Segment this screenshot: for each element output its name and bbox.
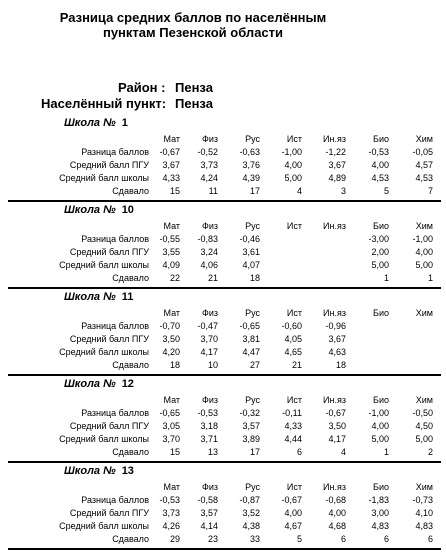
table-cell: 4,00 (328, 508, 346, 518)
row-label: Средний балл ПГУ (69, 421, 149, 431)
district-value: Пенза (175, 80, 213, 95)
table-cell: 5,00 (284, 173, 302, 183)
row-label: Сдавало (112, 534, 149, 544)
table-cell: 15 (169, 186, 180, 196)
column-header: Ист (286, 395, 302, 405)
column-header: Физ (202, 482, 218, 492)
school-number: 13 (121, 465, 134, 477)
column-header: Био (373, 308, 389, 318)
column-header: Ин.яз (323, 308, 346, 318)
school-block (0, 378, 446, 465)
school-number: 11 (121, 291, 134, 303)
table-cell: 3,24 (200, 247, 218, 257)
column-header: Хим (415, 395, 433, 405)
table-cell: 3,52 (242, 508, 260, 518)
column-header: Мат (163, 482, 180, 492)
table-cell: -0,67 (281, 495, 302, 505)
table-cell: -0,63 (239, 147, 260, 157)
column-header: Хим (415, 482, 433, 492)
table-cell: -0,67 (325, 408, 346, 418)
school-block (0, 204, 446, 291)
row-label: Сдавало (112, 186, 149, 196)
table-cell: 18 (335, 360, 346, 370)
table-cell: 4,00 (371, 421, 389, 431)
table-cell: 4,07 (242, 260, 260, 270)
table-cell: -0,65 (159, 408, 180, 418)
table-cell: 3,05 (162, 421, 180, 431)
table-cell: -0,53 (368, 147, 389, 157)
table-cell: 1 (427, 273, 433, 283)
table-cell: 4,38 (242, 521, 260, 531)
school-label: Школа № (64, 204, 116, 216)
column-header: Рус (245, 482, 260, 492)
table-cell: 29 (169, 534, 180, 544)
column-header: Физ (202, 221, 218, 231)
column-header: Ин.яз (323, 395, 346, 405)
table-cell: 4,06 (200, 260, 218, 270)
row-label: Средний балл ПГУ (69, 508, 149, 518)
school-heading (64, 117, 128, 129)
school-heading (64, 465, 134, 477)
table-cell: -0,67 (159, 147, 180, 157)
column-header: Физ (202, 395, 218, 405)
table-cell: 3,73 (200, 160, 218, 170)
row-label: Разница баллов (81, 147, 149, 157)
table-cell: -0,83 (197, 234, 218, 244)
table-cell: -0,87 (239, 495, 260, 505)
column-header: Рус (245, 221, 260, 231)
column-header: Физ (202, 134, 218, 144)
table-cell: 4,47 (242, 347, 260, 357)
table-cell: 2,00 (371, 247, 389, 257)
table-cell: 4,17 (328, 434, 346, 444)
district-label: Район : (118, 80, 166, 95)
table-cell: 3,57 (242, 421, 260, 431)
table-cell: 5,00 (371, 434, 389, 444)
table-cell: 4,10 (415, 508, 433, 518)
column-header: Хим (415, 221, 433, 231)
table-cell: 3,50 (162, 334, 180, 344)
table-cell: 4,50 (415, 421, 433, 431)
section-divider (8, 200, 441, 202)
table-cell: 5,00 (371, 260, 389, 270)
table-cell: -0,52 (197, 147, 218, 157)
row-label: Средний балл школы (59, 521, 149, 531)
column-header: Хим (415, 308, 433, 318)
table-cell: 3,73 (162, 508, 180, 518)
table-cell: 21 (291, 360, 302, 370)
table-cell: -0,53 (159, 495, 180, 505)
table-cell: 4,67 (284, 521, 302, 531)
school-heading (64, 378, 134, 390)
row-label: Средний балл ПГУ (69, 247, 149, 257)
school-label: Школа № (64, 117, 116, 129)
column-header: Ист (286, 308, 302, 318)
locality-label: Населённый пункт: (41, 96, 167, 111)
table-cell: -0,47 (197, 321, 218, 331)
table-cell: -0,70 (159, 321, 180, 331)
table-cell: 5,00 (415, 260, 433, 270)
table-cell: 4,17 (200, 347, 218, 357)
column-header: Мат (163, 221, 180, 231)
column-header: Ист (286, 482, 302, 492)
table-cell: 3,55 (162, 247, 180, 257)
table-cell: 3,71 (200, 434, 218, 444)
table-cell: 6 (296, 447, 302, 457)
column-header: Био (373, 134, 389, 144)
column-header: Ин.яз (323, 134, 346, 144)
table-cell: 3 (340, 186, 346, 196)
table-cell: 10 (207, 360, 218, 370)
row-label: Сдавало (112, 447, 149, 457)
column-header: Био (373, 482, 389, 492)
table-cell: 4,24 (200, 173, 218, 183)
row-label: Разница баллов (81, 234, 149, 244)
table-cell: 3,61 (242, 247, 260, 257)
row-label: Средний балл школы (59, 260, 149, 270)
table-cell: -0,53 (197, 408, 218, 418)
table-cell: -0,68 (325, 495, 346, 505)
locality-value: Пенза (175, 96, 213, 111)
table-cell: 3,70 (162, 434, 180, 444)
table-cell: 4,26 (162, 521, 180, 531)
table-cell: 4,44 (284, 434, 302, 444)
table-cell: 3,70 (200, 334, 218, 344)
row-label: Средний балл школы (59, 173, 149, 183)
row-label: Средний балл ПГУ (69, 334, 149, 344)
table-cell: 4,00 (284, 160, 302, 170)
table-cell: 3,67 (162, 160, 180, 170)
table-cell: 7 (427, 186, 433, 196)
table-cell: 3,18 (200, 421, 218, 431)
row-label: Разница баллов (81, 495, 149, 505)
table-cell: 4,20 (162, 347, 180, 357)
table-cell: -1,00 (368, 408, 389, 418)
table-cell: 4 (296, 186, 302, 196)
table-cell: 3,00 (371, 508, 389, 518)
row-label: Разница баллов (81, 321, 149, 331)
table-cell: 17 (249, 447, 260, 457)
table-cell: 33 (249, 534, 260, 544)
table-cell: -1,00 (412, 234, 433, 244)
report-title-line2: пунктам Пезенской области (102, 25, 284, 40)
section-divider (8, 461, 441, 463)
school-heading (64, 204, 134, 216)
column-header: Рус (245, 308, 260, 318)
school-label: Школа № (64, 378, 116, 390)
column-header: Мат (163, 308, 180, 318)
column-header: Ист (286, 134, 302, 144)
table-cell: -1,22 (325, 147, 346, 157)
column-header: Ин.яз (323, 221, 346, 231)
table-cell: 11 (208, 186, 218, 196)
table-cell: -0,05 (412, 147, 433, 157)
table-cell: 4,09 (162, 260, 180, 270)
row-label: Сдавало (112, 273, 149, 283)
table-cell: 4,68 (328, 521, 346, 531)
school-block (0, 117, 446, 204)
table-cell: 1 (383, 447, 389, 457)
table-cell: 4,89 (328, 173, 346, 183)
school-number: 10 (121, 204, 134, 216)
table-cell: 23 (207, 534, 218, 544)
table-cell: 4,05 (284, 334, 302, 344)
school-block (0, 291, 446, 378)
section-divider (8, 374, 441, 376)
table-cell: 4,63 (328, 347, 346, 357)
row-label: Разница баллов (81, 408, 149, 418)
table-cell: 4 (340, 447, 346, 457)
table-cell: -0,46 (239, 234, 260, 244)
table-cell: 4,14 (200, 521, 218, 531)
table-cell: 4,33 (162, 173, 180, 183)
table-cell: 6 (383, 534, 389, 544)
table-cell: 3,57 (200, 508, 218, 518)
table-cell: 2 (427, 447, 433, 457)
table-cell: 6 (340, 534, 346, 544)
table-cell: -0,65 (239, 321, 260, 331)
table-cell: -0,73 (412, 495, 433, 505)
row-label: Средний балл ПГУ (69, 160, 149, 170)
table-cell: 27 (249, 360, 260, 370)
table-cell: -0,32 (239, 408, 260, 418)
table-cell: 4,57 (415, 160, 433, 170)
table-cell: 15 (169, 447, 180, 457)
row-label: Средний балл школы (59, 347, 149, 357)
row-label: Сдавало (112, 360, 149, 370)
table-cell: 4,00 (284, 508, 302, 518)
table-cell: 4,83 (371, 521, 389, 531)
column-header: Ист (286, 221, 302, 231)
table-cell: 18 (249, 273, 260, 283)
table-cell: -0,50 (412, 408, 433, 418)
school-label: Школа № (64, 291, 116, 303)
column-header: Мат (163, 395, 180, 405)
school-heading (64, 291, 133, 303)
table-cell: 3,89 (242, 434, 260, 444)
column-header: Рус (245, 134, 260, 144)
table-cell: -0,58 (197, 495, 218, 505)
school-label: Школа № (64, 465, 116, 477)
table-cell: 5 (383, 186, 389, 196)
table-cell: 18 (169, 360, 180, 370)
school-number: 12 (121, 378, 134, 390)
report-title-line1: Разница средних баллов по населённым (59, 10, 327, 25)
table-cell: 1 (383, 273, 389, 283)
table-cell: -1,00 (281, 147, 302, 157)
table-cell: 3,50 (328, 421, 346, 431)
table-cell: -0,60 (281, 321, 302, 331)
table-cell: 4,00 (415, 247, 433, 257)
table-cell: 4,53 (371, 173, 389, 183)
school-block (0, 465, 446, 552)
section-divider (8, 287, 441, 289)
table-cell: 4,53 (415, 173, 433, 183)
table-cell: 17 (249, 186, 260, 196)
table-cell: 4,39 (242, 173, 260, 183)
table-cell: 3,67 (328, 334, 346, 344)
column-header: Био (373, 221, 389, 231)
table-cell: 22 (169, 273, 180, 283)
table-cell: 4,83 (415, 521, 433, 531)
table-cell: -1,83 (368, 495, 389, 505)
table-cell: 3,67 (328, 160, 346, 170)
table-cell: 3,81 (242, 334, 260, 344)
table-cell: 4,00 (371, 160, 389, 170)
table-cell: 5,00 (415, 434, 433, 444)
section-divider (8, 548, 441, 550)
table-cell: -3,00 (368, 234, 389, 244)
table-cell: 21 (207, 273, 218, 283)
school-number: 1 (121, 117, 128, 129)
table-cell: 6 (427, 534, 433, 544)
table-cell: 5 (296, 534, 302, 544)
column-header: Мат (163, 134, 180, 144)
column-header: Рус (245, 395, 260, 405)
table-cell: 13 (207, 447, 218, 457)
table-cell: 4,33 (284, 421, 302, 431)
column-header: Био (373, 395, 389, 405)
column-header: Ин.яз (323, 482, 346, 492)
table-cell: -0,11 (282, 408, 302, 418)
column-header: Хим (415, 134, 433, 144)
column-header: Физ (202, 308, 218, 318)
row-label: Средний балл школы (59, 434, 149, 444)
table-cell: -0,55 (159, 234, 180, 244)
table-cell: 3,76 (242, 160, 260, 170)
table-cell: -0,96 (325, 321, 346, 331)
table-cell: 4,65 (284, 347, 302, 357)
